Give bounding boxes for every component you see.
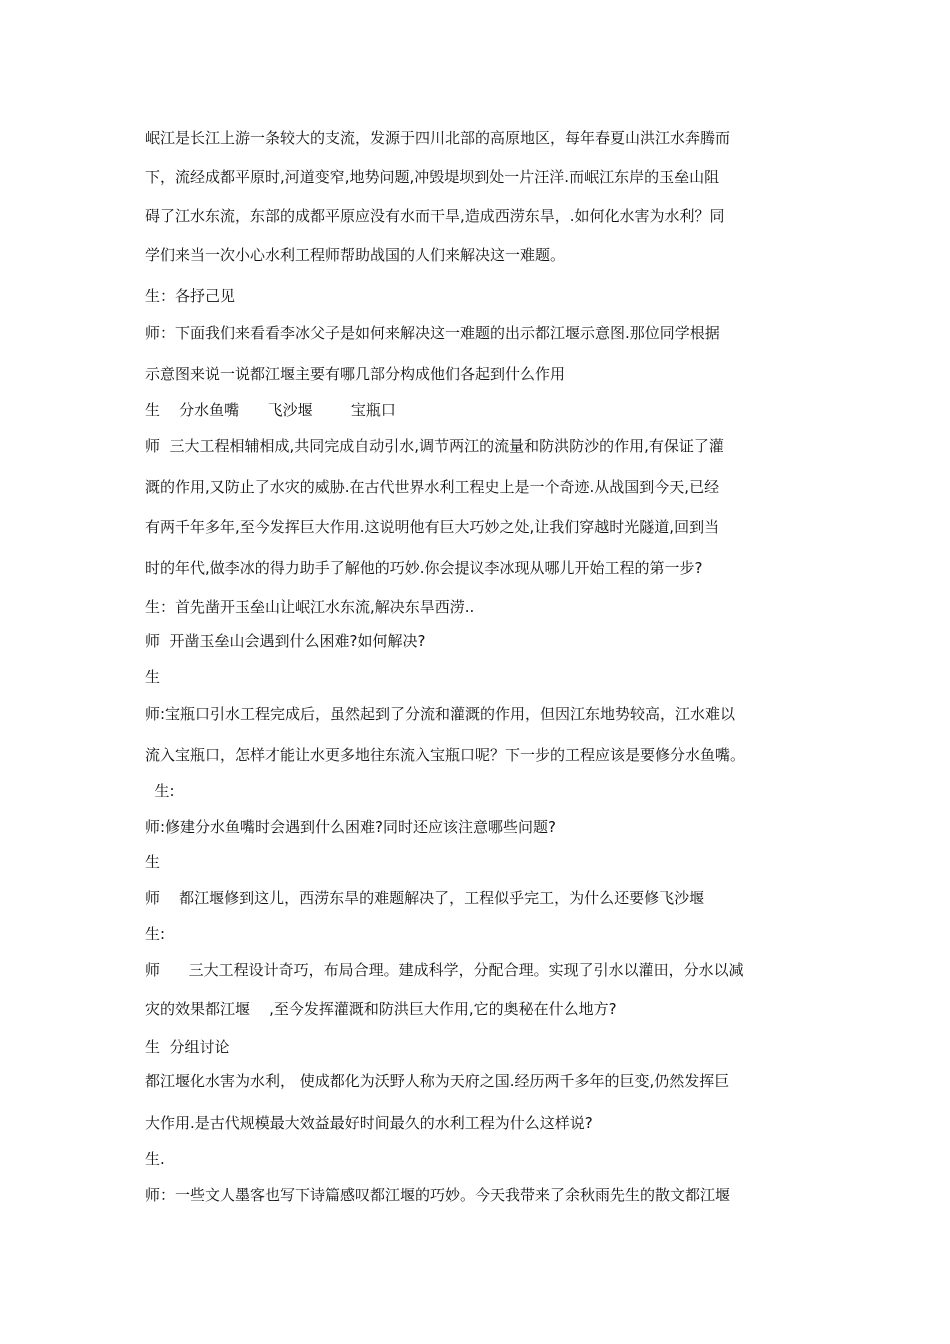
text-line: 有两千年多年,至今发挥巨大作用.这说明他有巨大巧妙之处,让我们穿越时光隧道,回到当 <box>145 518 720 536</box>
text-line: 师 开凿玉垒山会遇到什么困难?如何解决? <box>145 632 426 650</box>
text-line: 生 <box>145 668 161 686</box>
text-line: 学们来当一次小心水利工程师帮助战国的人们来解决这一难题。 <box>145 246 566 264</box>
text-line: 生 <box>145 853 161 871</box>
text-line: 师:宝瓶口引水工程完成后，虽然起到了分流和灌溉的作用，但因江东地势较高，江水难以 <box>145 705 736 723</box>
text-line: 大作用.是古代规模最大效益最好时间最久的水利工程为什么这样说? <box>145 1114 593 1132</box>
text-line: 生：各抒己见 <box>145 287 236 305</box>
text-line: 师:修建分水鱼嘴时会遇到什么困难?同时还应该注意哪些问题? <box>145 818 556 836</box>
text-line: 时的年代,做李冰的得力助手了解他的巧妙.你会提议李冰现从哪儿开始工程的第一步? <box>145 559 703 577</box>
text-line: 灾的效果都江堰 ,至今发挥灌溉和防洪巨大作用,它的奥秘在什么地方? <box>145 1000 617 1018</box>
text-line: 生 分组讨论 <box>145 1038 230 1056</box>
text-line: 生 分水鱼嘴 飞沙堰 宝瓶口 <box>145 401 396 419</box>
text-line: 师 三大工程设计奇巧，布局合理。建成科学，分配合理。实现了引水以灌田，分水以减 <box>145 961 744 979</box>
text-line: 师 都江堰修到这儿，西涝东旱的难题解决了，工程似乎完工，为什么还要修飞沙堰 <box>145 889 705 907</box>
text-line: 师 三大工程相辅相成,共同完成自动引水,调节两江的流量和防洪防沙的作用,有保证了灌 <box>145 437 724 455</box>
text-line: 下，流经成都平原时,河道变窄,地势问题,冲毁堤坝到处一片汪洋.而岷江东岸的玉垒山阻 <box>145 168 720 186</box>
text-line: 生: <box>145 925 166 943</box>
text-line: 碍了江水东流，东部的成都平原应没有水而干旱,造成西涝东旱，.如何化水害为水利？同 <box>145 207 725 225</box>
text-line: 溉的作用,又防止了水灾的威胁.在古代世界水利工程史上是一个奇迹.从战国到今天,已经 <box>145 478 720 496</box>
text-line: 岷江是长江上游一条较大的支流，发源于四川北部的高原地区，每年春夏山洪江水奔腾而 <box>145 129 731 147</box>
text-line: 师：下面我们来看看李冰父子是如何来解决这一难题的出示都江堰示意图.那位同学根据 <box>145 324 720 342</box>
text-line: 生. <box>145 1150 165 1168</box>
text-line: 流入宝瓶口，怎样才能让水更多地往东流入宝瓶口呢？下一步的工程应该是要修分水鱼嘴。 <box>145 746 746 764</box>
text-line: 示意图来说一说都江堰主要有哪几部分构成他们各起到什么作用 <box>145 365 566 383</box>
text-line: 都江堰化水害为水利， 使成都化为沃野人称为天府之国.经历两千多年的巨变,仍然发挥巨 <box>145 1072 730 1090</box>
text-line: 生：首先凿开玉垒山让岷江水东流,解决东旱西涝.. <box>145 598 475 616</box>
text-line: 生: <box>145 782 175 800</box>
text-line: 师：一些文人墨客也写下诗篇感叹都江堰的巧妙。今天我带来了余秋雨先生的散文都江堰 <box>145 1186 731 1204</box>
